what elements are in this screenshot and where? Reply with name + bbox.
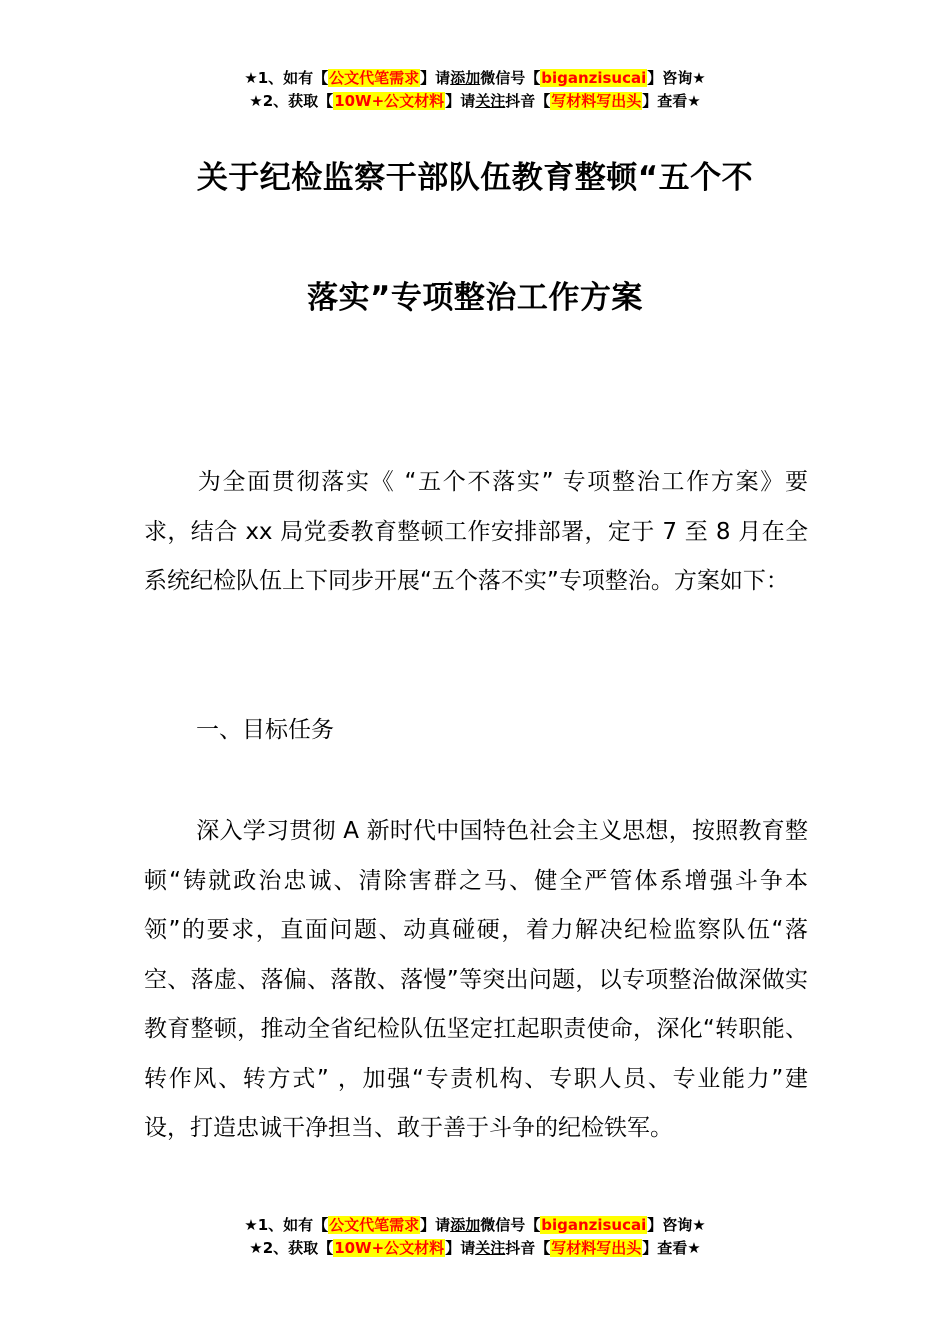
promo-header — [0, 68, 950, 114]
section-heading-goals: 一、目标任务 — [196, 717, 334, 743]
promo-line-1-prefix: ★1、如有【 — [244, 69, 329, 87]
promo-line-2 — [0, 91, 950, 114]
promo-line-2-suffix: 】查看★ — [642, 92, 701, 110]
promo-footer-line-2-highlight-douyin: 写材料写出头 — [551, 1239, 642, 1257]
promo-footer-line-2 — [0, 1238, 950, 1261]
document-title-line-2: 落实”专项整治工作方案 — [307, 280, 643, 316]
promo-footer-line-1-underline: 添加 — [450, 1216, 481, 1234]
promo-footer — [0, 1215, 950, 1261]
paragraph-intro — [144, 458, 808, 607]
promo-line-1-highlight-service: 公文代笔需求 — [329, 69, 420, 87]
promo-footer-line-1-suffix: 】咨询★ — [647, 1216, 706, 1234]
promo-line-2-highlight-douyin: 写材料写出头 — [551, 92, 642, 110]
promo-line-1-mid: 】请 — [420, 69, 451, 87]
promo-line-2-mid: 】请 — [445, 92, 476, 110]
promo-line-2-highlight-materials: 10W+公文材料 — [334, 92, 445, 110]
promo-line-2-mid2: 抖音【 — [505, 92, 551, 110]
promo-line-1 — [0, 68, 950, 91]
promo-footer-line-1-highlight-service: 公文代笔需求 — [329, 1216, 420, 1234]
promo-footer-line-2-underline: 关注 — [475, 1239, 506, 1257]
promo-footer-line-2-prefix: ★2、获取【 — [249, 1239, 334, 1257]
promo-footer-line-2-mid2: 抖音【 — [505, 1239, 551, 1257]
paragraph-goals-text: 深入学习贯彻 A 新时代中国特色社会主义思想，按照教育整顿“铸就政治忠诚、清除害群之马、健全严管体系增强斗争本领”的要求，直面问题、动真碰硬，着力解决纪检监察队伍“落空、落虚、落偏、落散、落慢”等突出问题，以专项整治做深做实教育整顿，推动全省纪检队伍坚定扛起职责使命，深化“转职能、转作风、转方式” ，加强“专责机构、专职人员、专业能力”建设，打造忠诚干净担当、敢于善于斗争的纪检铁军。 — [144, 818, 808, 1141]
document-title-line-1: 关于纪检监察干部队伍教育整顿“五个不 — [196, 160, 754, 196]
promo-footer-line-1-mid2: 微信号【 — [480, 1216, 541, 1234]
promo-footer-line-2-suffix: 】查看★ — [642, 1239, 701, 1257]
promo-footer-line-2-highlight-materials: 10W+公文材料 — [334, 1239, 445, 1257]
paragraph-goals — [144, 807, 808, 1154]
promo-line-1-suffix: 】咨询★ — [647, 69, 706, 87]
promo-footer-line-1 — [0, 1215, 950, 1238]
promo-line-1-highlight-wechat: biganzisucai — [541, 69, 647, 87]
promo-footer-line-1-mid: 】请 — [420, 1216, 451, 1234]
promo-line-1-mid2: 微信号【 — [480, 69, 541, 87]
promo-footer-line-2-mid: 】请 — [445, 1239, 476, 1257]
promo-footer-line-1-highlight-wechat: biganzisucai — [541, 1216, 647, 1234]
promo-footer-line-1-prefix: ★1、如有【 — [244, 1216, 329, 1234]
promo-line-1-underline: 添加 — [450, 69, 481, 87]
promo-line-2-prefix: ★2、获取【 — [249, 92, 334, 110]
paragraph-intro-text: 为全面贯彻落实《 “五个不落实” 专项整治工作方案》要求，结合 xx 局党委教育整顿工作安排部署，定于 7 至 8 月在全系统纪检队伍上下同步开展“五个落不实”专项整治。方案如下： — [144, 469, 808, 594]
promo-line-2-underline: 关注 — [475, 92, 506, 110]
